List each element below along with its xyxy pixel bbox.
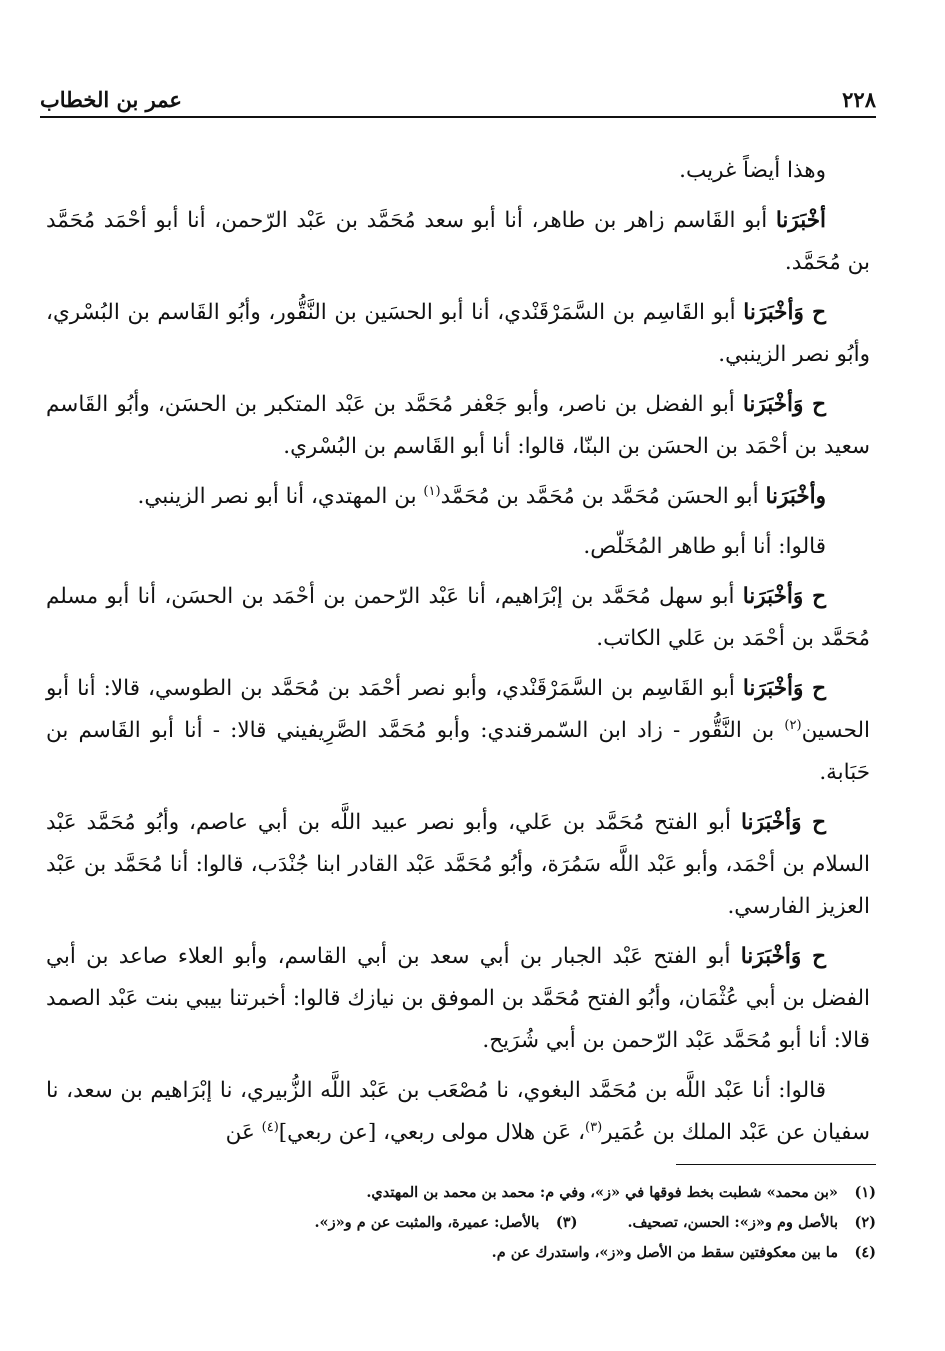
paragraph-text: وهذا أيضاً غريب.: [679, 158, 826, 183]
footnote-text: بالأصل: عميرة، والمثبت عن م و«ز».: [314, 1214, 540, 1231]
paragraph: [46, 802, 870, 928]
paragraph-text: أبو الفضل بن ناصر، وأبو جَعْفر مُحَمَّد بن عَبْد المتكبر بن الحسَن، وأبُو القَاسم سعيد بن أحْمَد بن الحسَن بن البنّا، قالوا: أنا أبو القَاسم بن البُسْري.: [46, 392, 870, 459]
footnote-ref: (١): [423, 483, 441, 499]
footnote: [627, 1208, 876, 1238]
paragraph: [46, 1070, 870, 1154]
paragraph: [46, 526, 870, 568]
running-title: عمر بن الخطاب: [40, 87, 182, 112]
paragraph: [46, 150, 870, 192]
footnote: [150, 1238, 876, 1268]
isnad-lead: ح وَأخْبَرَنا: [740, 944, 826, 969]
isnad-lead: ح وَأخْبَرَنا: [742, 392, 826, 417]
page-header: [40, 82, 876, 112]
paragraph-text: أبو الفتح مُحَمَّد بن عَلي، وأبو نصر عبيد اللَّه بن أبي عاصم، وأبُو مُحَمَّد عَبْد السلام بن أحْمَد، وأبو عَبْد اللَّه سَمُرَة، وأبُو مُحَمَّد عَبْد القادر ابنا جُنْدَب، قالوا: أنا مُحَمَّد بن عَبْد العزيز الفارسي.: [46, 810, 870, 919]
paragraph: [46, 200, 870, 284]
footnote-text: «بن محمد» شطبت بخط فوقها في «ز»، وفي م: محمد بن محمد بن المهتدي.: [366, 1184, 838, 1201]
main-text: [46, 150, 870, 1162]
paragraph-text: عَن: [225, 1120, 262, 1145]
paragraph: [46, 384, 870, 468]
footnote: [150, 1178, 876, 1208]
isnad-lead: ح وَأخْبَرَنا: [743, 300, 826, 325]
footnote-text: بالأصل وم و«ز»: الحسن، تصحيف.: [627, 1214, 838, 1231]
footnote-rule: [676, 1164, 876, 1165]
footnote-ref: (٤): [261, 1119, 279, 1135]
footnote-row: [150, 1208, 876, 1238]
paragraph-text: ، عَن هلال مولى ربعي، [عن ربعي]: [278, 1120, 586, 1145]
isnad-lead: أخْبَرَنا: [775, 208, 826, 233]
paragraph: [46, 936, 870, 1062]
paragraph-text: بن النَّقُّور - زاد ابن السّمرقندي: وأبو مُحَمَّد الصَّرِيفيني قالا: - أنا أبو القَاسم بن حَبَابة.: [46, 718, 870, 785]
paragraph: [46, 668, 870, 794]
paragraph-text: أبو الفتح عَبْد الجبار بن أبي سعد بن أبي القاسم، وأبو العلاء صاعد بن أبي الفضل بن أبي عُثْمَان، وأبُو الفتح مُحَمَّد بن الموفق بن نيازك قالوا: أخبرتنا بيبي بنت عَبْد الصمد قالا: أنا أبو مُحَمَّد عَبْد الرّحمن بن أبي شُرَيح.: [46, 944, 870, 1053]
paragraph: [46, 576, 870, 660]
footnote-number: (٢): [854, 1214, 876, 1231]
paragraph-text: أبو القَاسِم بن السَّمَرْقَنْدي، أنا أبو الحسَين بن النَّقُّور، وأبُو القَاسم بن البُسْري، وأبُو نصر الزينبي.: [46, 300, 870, 367]
paragraph-text: قالوا: أنا أبو طاهر المُخَلّص.: [583, 534, 826, 559]
footnote-text: ما بين معكوفتين سقط من الأصل و«ز»، واستدرك عن م.: [491, 1244, 838, 1261]
paragraph-text: أبو القَاسِم بن السَّمَرْقَنْدي، وأبو نصر أحْمَد بن مُحَمَّد بن الطوسي، قالا: أنا أبو الحسين: [46, 676, 870, 743]
footnote-number: (٣): [555, 1214, 578, 1231]
footnotes: [150, 1178, 876, 1268]
paragraph: [46, 476, 870, 518]
paragraph: [46, 292, 870, 376]
isnad-lead: ح وَأخْبَرَنا: [742, 584, 826, 609]
footnote-number: (١): [854, 1184, 876, 1201]
paragraph-text: أبو الحسَن مُحَمَّد بن مُحَمَّد بن مُحَمَّد: [440, 484, 766, 509]
footnote-ref: (٢): [784, 717, 802, 733]
footnote: [314, 1208, 577, 1238]
isnad-lead: ح وَأخْبَرَنا: [740, 810, 826, 835]
paragraph-text: بن المهتدي، أنا أبو نصر الزينبي.: [137, 484, 424, 509]
footnote-ref: (٣): [585, 1119, 603, 1135]
paragraph-text: أبو سهل مُحَمَّد بن إبْرَاهيم، أنا عَبْد الرّحمن بن أحْمَد بن الحسَن، أنا أبو مسلم مُحَمَّد بن أحْمَد بن عَلي الكاتب.: [46, 584, 870, 651]
paragraph-text: قالوا: أنا عَبْد اللَّه بن مُحَمَّد البغوي، نا مُصْعَب بن عَبْد اللَّه الزُّبيري، نا إبْرَاهيم بن سعد، نا سفيان عن عَبْد الملك بن عُمَير: [46, 1078, 870, 1145]
paragraph-text: أبو القَاسم زاهر بن طاهر، أنا أبو سعد مُحَمَّد بن عَبْد الرّحمن، أنا أبو أحْمَد مُحَمَّد بن مُحَمَّد.: [46, 208, 870, 275]
footnote-number: (٤): [854, 1244, 876, 1261]
header-rule: [40, 116, 876, 118]
isnad-lead: وأخْبَرَنا: [765, 484, 826, 509]
isnad-lead: ح وَأخْبَرَنا: [742, 676, 826, 701]
page-number: ٢٢٨: [842, 87, 876, 112]
